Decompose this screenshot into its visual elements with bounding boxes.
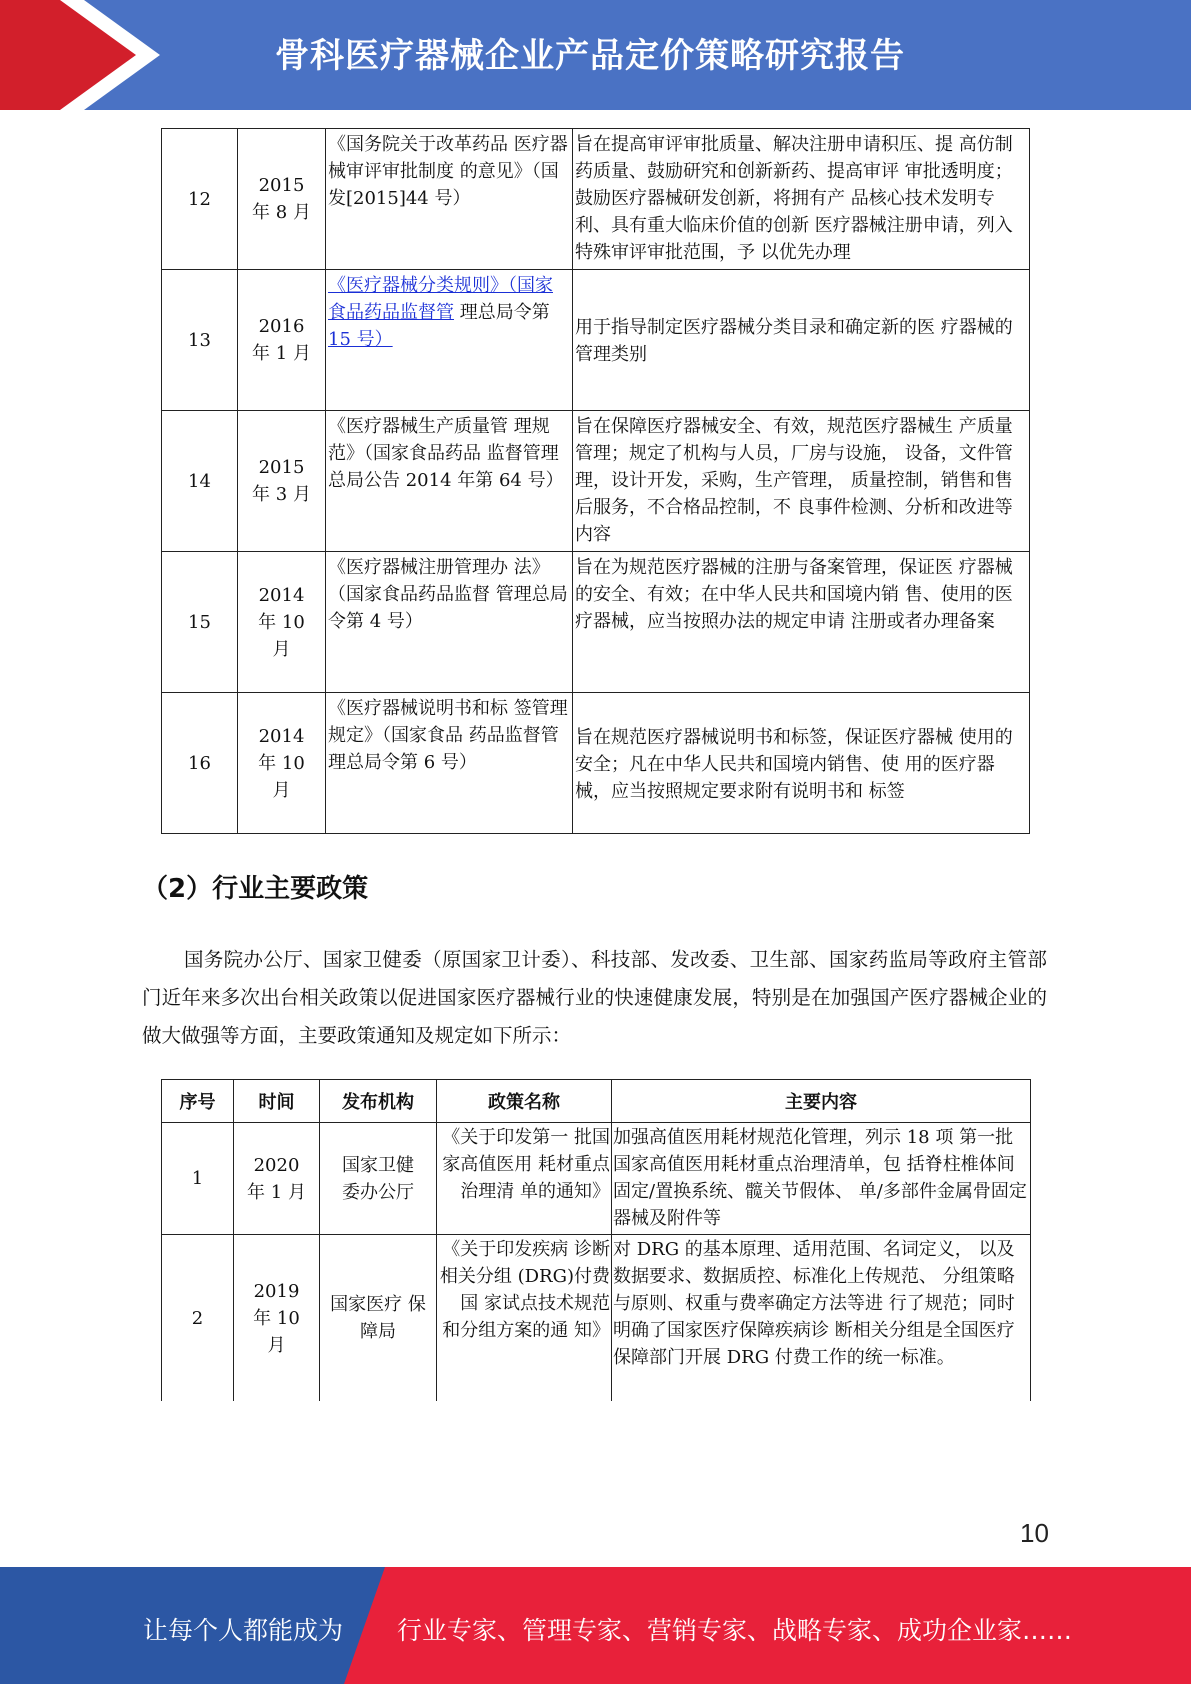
report-title: 骨科医疗器械企业产品定价策略研究报告: [275, 36, 905, 76]
row-date: 2020 年 1 月: [234, 1123, 320, 1235]
row-date: 2015 年 8 月: [238, 129, 326, 270]
header-red-shape: [0, 0, 150, 110]
section-paragraph: 国务院办公厅、国家卫健委（原国家卫计委）、科技部、发改委、卫生部、国家药监局等政府主管部门近年来多次出台相关政策以促进国家医疗器械行业的快速健康发展，特别是在加强国产医疗器械企业的做大做强等方面，主要政策通知及规定如下所示：: [142, 948, 1047, 1047]
regulation-link-number[interactable]: 15 号）: [328, 329, 393, 350]
row-date: 2016 年 1 月: [238, 270, 326, 411]
table-row: [162, 693, 1030, 834]
row-number: 1: [162, 1123, 234, 1235]
row-number: 12: [162, 129, 238, 270]
row-name: 《关于印发疾病 诊断相关分组 (DRG)付费国 家试点技术规范 和分组方案的通 知》: [437, 1235, 612, 1402]
row-date: 2014 年 10 月: [238, 552, 326, 693]
table-header-row: [162, 1080, 1031, 1123]
page-number: 10: [1020, 1518, 1049, 1548]
regulations-table: [161, 128, 1030, 834]
header-name: 政策名称: [437, 1080, 612, 1123]
row-name: 《医疗器械生产质量管 理规范》（国家食品药品 监督管理总局公告 2014 年第 64 号）: [326, 411, 573, 552]
header-date: 时间: [234, 1080, 320, 1123]
section-title: （2）行业主要政策: [142, 874, 369, 904]
table-row: [162, 411, 1030, 552]
row-org: 国家卫健 委办公厅: [320, 1123, 437, 1235]
row-date: 2014 年 10 月: [238, 693, 326, 834]
row-name: 《医疗器械说明书和标 签管理规定》（国家食品 药品监督管理总局令第 6 号）: [326, 693, 573, 834]
row-number: 2: [162, 1235, 234, 1402]
row-number: 13: [162, 270, 238, 411]
row-number: 14: [162, 411, 238, 552]
row-name: 《国务院关于改革药品 医疗器械审评审批制度 的意见》（国发[2015]44 号）: [326, 129, 573, 270]
footer-banner: [0, 1567, 1191, 1684]
row-name: 《关于印发第一 批国家高值医用 耗材重点治理清 单的通知》: [437, 1123, 612, 1235]
header-no: 序号: [162, 1080, 234, 1123]
regulation-name-suffix: 理总局令第: [459, 302, 550, 323]
row-content: 对 DRG 的基本原理、适用范围、名词定义， 以及数据要求、数据质控、标准化上传规范、 分组策略与原则、权重与费率确定方法等进 行了规范；同时明确了国家医疗保障疾病诊 断相关分组是全国医疗保障部门开展 DRG 付费工作的统一标准。: [612, 1235, 1031, 1402]
table-row: [162, 129, 1030, 270]
footer-slogan-right: 行业专家、管理专家、营销专家、战略专家、成功企业家……: [397, 1616, 1073, 1645]
table-row: [162, 1123, 1031, 1235]
row-name: [326, 270, 573, 411]
row-org: 国家医疗 保 障局: [320, 1235, 437, 1402]
regulation-link[interactable]: 《医疗器械分类规则》（国家食品药品监督管: [328, 275, 553, 323]
header-banner: [0, 0, 1191, 110]
header-org: 发布机构: [320, 1080, 437, 1123]
row-number: 15: [162, 552, 238, 693]
table-row: [162, 1235, 1031, 1402]
row-content: 旨在规范医疗器械说明书和标签，保证医疗器械 使用的安全；凡在中华人民共和国境内销售、使 用的医疗器械，应当按照规定要求附有说明书和 标签: [573, 693, 1030, 834]
table-row: [162, 270, 1030, 411]
header-content: 主要内容: [612, 1080, 1031, 1123]
table-row: [162, 552, 1030, 693]
row-content: 加强高值医用耗材规范化管理，列示 18 项 第一批国家高值医用耗材重点治理清单，包 括脊柱椎体间固定/置换系统、髋关节假体、 单/多部件金属骨固定器械及附件等: [612, 1123, 1031, 1235]
row-content: 旨在为规范医疗器械的注册与备案管理，保证医 疗器械的安全、有效；在中华人民共和国境内销 售、使用的医疗器械，应当按照办法的规定申请 注册或者办理备案: [573, 552, 1030, 693]
row-number: 16: [162, 693, 238, 834]
footer-slogan-left: 让每个人都能成为: [143, 1616, 344, 1645]
policy-table: [161, 1079, 1031, 1401]
row-date: 2019 年 10 月: [234, 1235, 320, 1402]
row-name: 《医疗器械注册管理办 法》（国家食品药品监督 管理总局令第 4 号）: [326, 552, 573, 693]
row-date: 2015 年 3 月: [238, 411, 326, 552]
row-content: 旨在保障医疗器械安全、有效，规范医疗器械生 产质量管理；规定了机构与人员，厂房与设施， 设备，文件管理，设计开发，采购，生产管理， 质量控制，销售和售后服务，不合格品控制，不 良事件检测、分析和改进等内容: [573, 411, 1030, 552]
row-content: 旨在提高审评审批质量、解决注册申请积压、提 高仿制药质量、鼓励研究和创新新药、提高审评 审批透明度；鼓励医疗器械研发创新，将拥有产 品核心技术发明专利、具有重大临床价值的创新 医疗器械注册申请，列入特殊审评审批范围，予 以优先办理: [573, 129, 1030, 270]
row-content: 用于指导制定医疗器械分类目录和确定新的医 疗器械的管理类别: [573, 270, 1030, 411]
